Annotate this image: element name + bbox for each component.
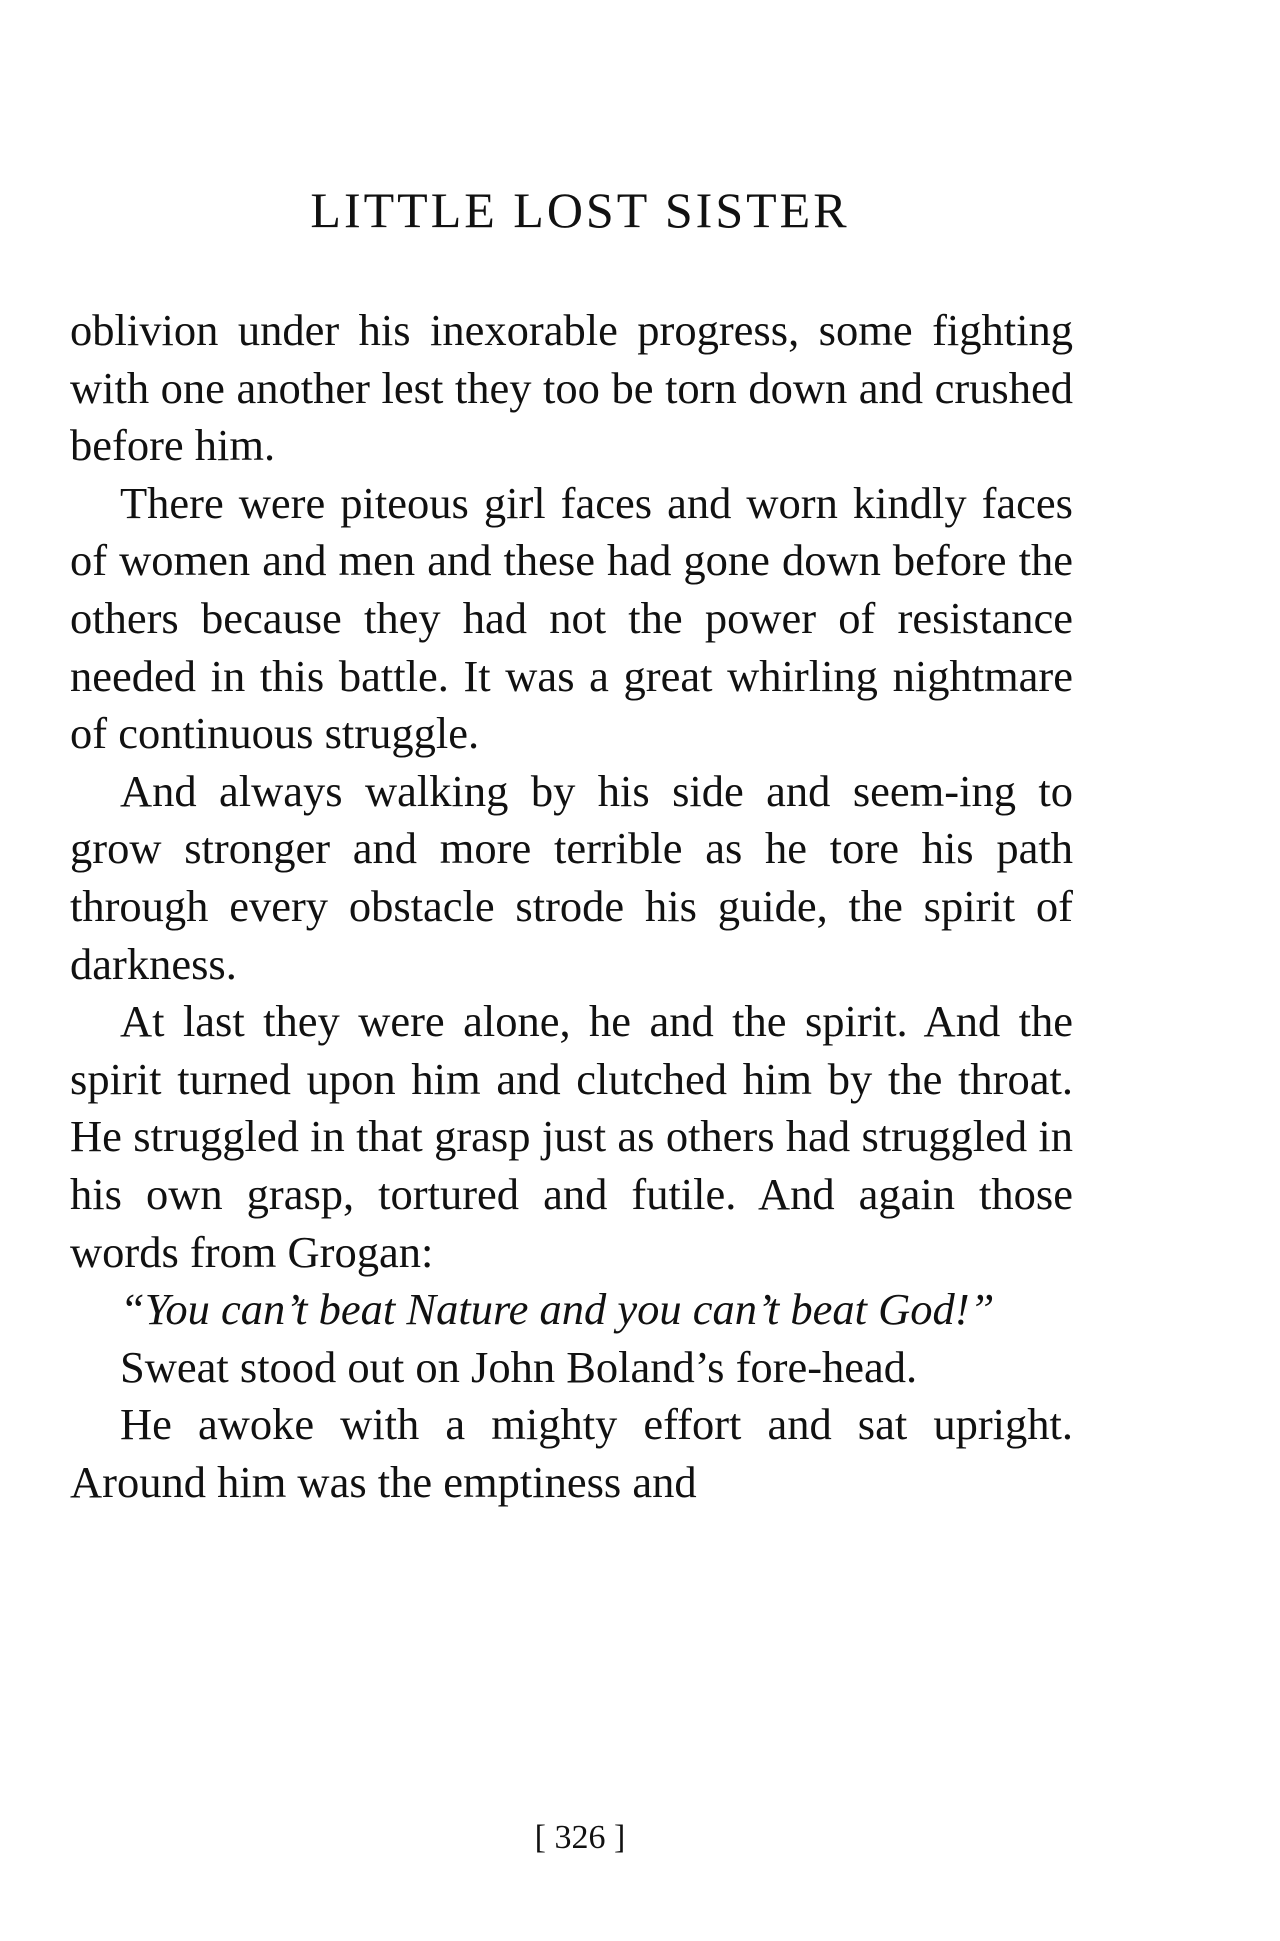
paragraph: There were piteous girl faces and worn kindly faces of women and men and these had gone down before the others because they had not the power of resistance needed in this battle. It was a great whirling nightmare of continuous struggle. [70,477,1073,759]
paragraph-continuation: oblivion under his inexorable progress, some fighting with one another lest they too be torn down and crushed before him. [70,305,1073,471]
paragraph: Sweat stood out on John Boland’s fore-head. [120,1341,918,1392]
page-number: [ 326 ] [534,1819,626,1856]
paragraph: He awoke with a mighty effort and sat upright. Around him was the emptiness and [70,1399,1073,1507]
paragraph: At last they were alone, he and the spirit. And the spirit turned upon him and clutched him by the throat. He struggled in that grasp just as others had struggled in his own grasp, tortured and futile. And again those words from Grogan: [70,996,1073,1277]
running-title: LITTLE LOST SISTER [310,182,850,238]
quotation-paragraph: “You can’t beat Nature and you can’t beat God!” [120,1284,995,1335]
body-text [70,302,1073,1511]
paragraph: And always walking by his side and seem-ing to grow stronger and more terrible as he tore his path through every obstacle strode his guide, the spirit of darkness. [70,765,1073,989]
